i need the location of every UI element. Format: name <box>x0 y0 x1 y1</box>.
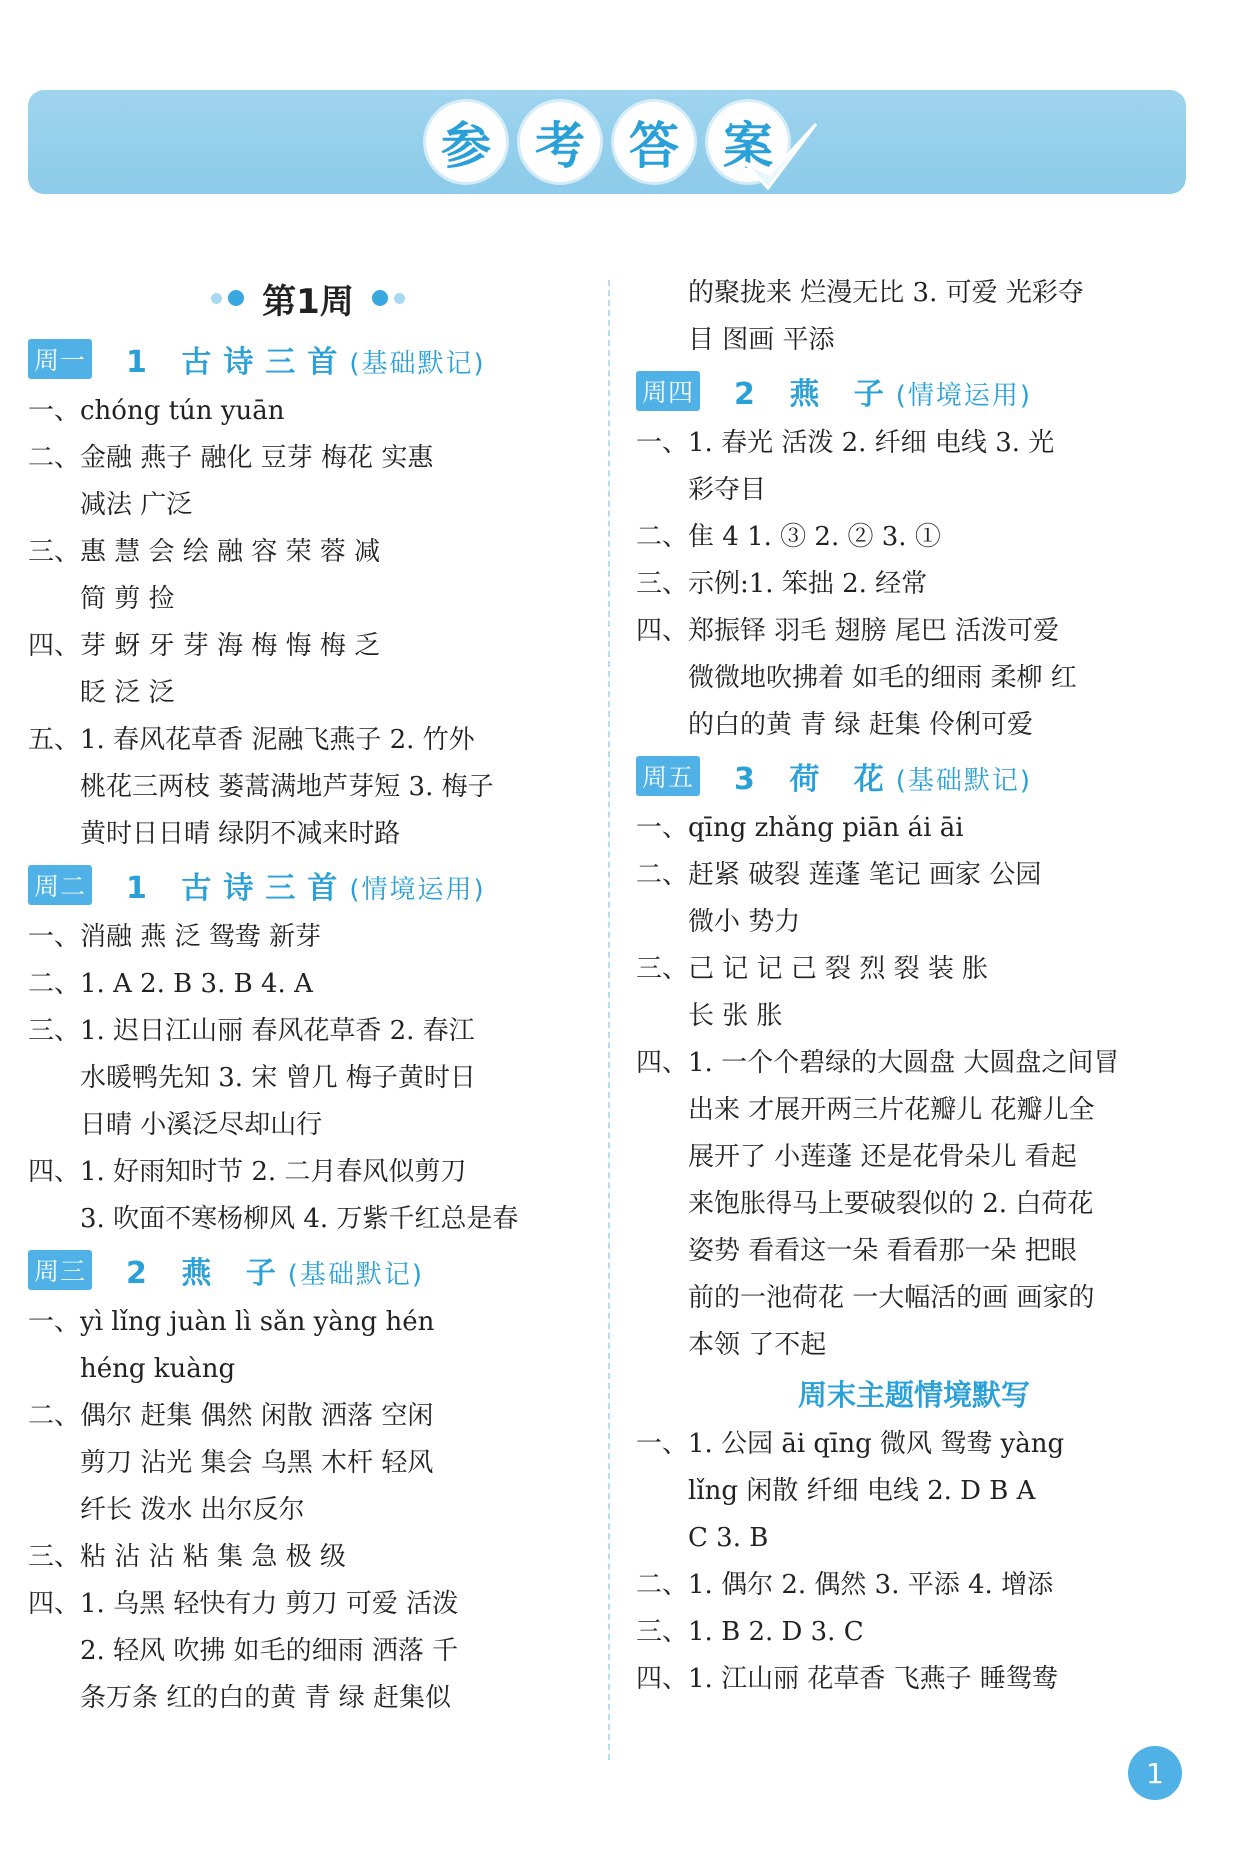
answer-line: 3. 吹面不寒杨柳风 4. 万紫千红总是春 <box>80 1204 519 1234</box>
decor-dots <box>211 290 244 306</box>
answer-line: 目 图画 平添 <box>688 325 835 355</box>
lesson-title: 1 古诗三首(情境运用) <box>126 871 486 906</box>
day-heading-thu <box>636 368 1192 414</box>
answer-line: 二、1. A 2. B 3. B 4. A <box>28 969 313 999</box>
answer-line: 四、1. 好雨知时节 2. 二月春风似剪刀 <box>28 1157 467 1187</box>
answer-line: 二、偶尔 赶集 偶然 闲散 洒落 空闲 <box>28 1401 434 1431</box>
day-heading-tue <box>28 862 588 908</box>
column-divider <box>608 280 610 1760</box>
day-tag: 周一 <box>28 339 92 379</box>
left-column <box>28 270 588 1722</box>
answers-weekend <box>636 1421 1192 1703</box>
answers-wed <box>28 1299 588 1722</box>
answers-wed-continued <box>636 270 1192 364</box>
banner-char: 案 <box>708 102 788 182</box>
answer-line: 二、金融 燕子 融化 豆芽 梅花 实惠 <box>28 443 434 473</box>
answer-line: 四、芽 蚜 牙 芽 海 梅 悔 梅 乏 <box>28 631 381 661</box>
answer-line: 一、1. 公园 āi qīng 微风 鸳鸯 yàng <box>636 1429 1065 1459</box>
weekend-title: 周末主题情境默写 <box>797 1378 1030 1412</box>
answer-line: 二、赶紧 破裂 莲蓬 笔记 画家 公园 <box>636 860 1042 890</box>
day-heading-fri <box>636 753 1192 799</box>
answer-line: 长 张 胀 <box>688 1001 783 1031</box>
checkmark-icon <box>740 118 820 196</box>
answer-line: 的白的黄 青 绿 赶集 伶俐可爱 <box>688 710 1034 740</box>
answer-line: lǐng 闲散 纤细 电线 2. D B A <box>688 1476 1036 1506</box>
answer-line: 减法 广泛 <box>80 490 193 520</box>
decor-dots <box>372 290 405 306</box>
answer-line: 2. 轻风 吹拂 如毛的细雨 洒落 千 <box>80 1636 459 1666</box>
answer-line: 展开了 小莲蓬 还是花骨朵儿 看起 <box>688 1142 1077 1172</box>
answer-line: 二、隹 4 1. ③ 2. ② 3. ① <box>636 522 941 552</box>
answer-line: héng kuàng <box>80 1354 236 1384</box>
day-heading-wed <box>28 1247 588 1293</box>
answer-line: 前的一池荷花 一大幅活的画 画家的 <box>688 1283 1095 1313</box>
banner-char: 答 <box>614 102 694 182</box>
answer-line: 彩夺目 <box>688 475 767 505</box>
answer-line: 本领 了不起 <box>688 1330 827 1360</box>
lesson-title: 2 燕 子(情境运用) <box>734 377 1033 412</box>
day-tag: 周五 <box>636 756 700 796</box>
banner-char: 考 <box>520 102 600 182</box>
day-tag: 周三 <box>28 1250 92 1290</box>
answer-line: 微小 势力 <box>688 907 801 937</box>
answer-line: 三、1. B 2. D 3. C <box>636 1617 864 1647</box>
answer-line: 四、1. 乌黑 轻快有力 剪刀 可爱 活泼 <box>28 1589 459 1619</box>
answer-line: 纤长 泼水 出尔反尔 <box>80 1495 305 1525</box>
answer-line: 三、己 记 记 己 裂 烈 裂 装 胀 <box>636 954 989 984</box>
answer-banner <box>28 90 1186 194</box>
answer-line: 的聚拢来 烂漫无比 3. 可爱 光彩夺 <box>688 278 1084 308</box>
banner-char: 参 <box>426 102 506 182</box>
answers-tue <box>28 914 588 1243</box>
lesson-title: 2 燕 子(基础默记) <box>126 1256 425 1291</box>
answer-line: 剪刀 沾光 集会 乌黑 木杆 轻风 <box>80 1448 434 1478</box>
answer-line: 水暖鸭先知 3. 宋 曾几 梅子黄时日 <box>80 1063 476 1093</box>
answer-line: 四、1. 一个个碧绿的大圆盘 大圆盘之间冒 <box>636 1048 1120 1078</box>
answer-line: 一、qīng zhǎng piān ái āi <box>636 813 964 843</box>
answer-line: 简 剪 捡 <box>80 584 175 614</box>
day-tag: 周四 <box>636 371 700 411</box>
lesson-title: 1 古诗三首(基础默记) <box>126 345 486 380</box>
answer-line: 条万条 红的白的黄 青 绿 赶集似 <box>80 1683 452 1713</box>
answer-line: 日晴 小溪泛尽却山行 <box>80 1110 323 1140</box>
answer-line: 微微地吹拂着 如毛的细雨 柔柳 红 <box>688 663 1077 693</box>
answer-line: 三、粘 沾 沾 粘 集 急 极 级 <box>28 1542 346 1572</box>
answer-line: 四、1. 江山丽 花草香 飞燕子 睡鸳鸯 <box>636 1664 1058 1694</box>
answers-fri <box>636 805 1192 1369</box>
answer-line: 三、惠 慧 会 绘 融 容 荣 蓉 减 <box>28 537 381 567</box>
answer-line: 眨 泛 泛 <box>80 678 175 708</box>
answers-thu <box>636 420 1192 749</box>
lesson-title: 3 荷 花(基础默记) <box>734 762 1033 797</box>
answers-mon <box>28 388 588 858</box>
answer-line: 黄时日日晴 绿阴不减来时路 <box>80 819 401 849</box>
answer-line: 三、示例:1. 笨拙 2. 经常 <box>636 569 928 599</box>
answer-line: 一、1. 春光 活泼 2. 纤细 电线 3. 光 <box>636 428 1055 458</box>
answer-line: 来饱胀得马上要破裂似的 2. 白荷花 <box>688 1189 1094 1219</box>
answer-line: C 3. B <box>688 1523 769 1553</box>
day-tag: 周二 <box>28 865 92 905</box>
answer-line: 二、1. 偶尔 2. 偶然 3. 平添 4. 增添 <box>636 1570 1054 1600</box>
answer-line: 四、郑振铎 羽毛 翅膀 尾巴 活泼可爱 <box>636 616 1060 646</box>
answer-line: 桃花三两枝 蒌蒿满地芦芽短 3. 梅子 <box>80 772 494 802</box>
answer-line: 一、chóng tún yuān <box>28 396 285 426</box>
answer-line: 一、消融 燕 泛 鸳鸯 新芽 <box>28 922 322 952</box>
answer-line: 一、yì lǐng juàn lì sǎn yàng hén <box>28 1307 435 1337</box>
right-column <box>636 270 1192 1703</box>
answer-line: 出来 才展开两三片花瓣儿 花瓣儿全 <box>688 1095 1095 1125</box>
answer-line: 五、1. 春风花草香 泥融飞燕子 2. 竹外 <box>28 725 475 755</box>
answer-line: 姿势 看看这一朵 看看那一朵 把眼 <box>688 1236 1077 1266</box>
answer-line: 三、1. 迟日江山丽 春风花草香 2. 春江 <box>28 1016 475 1046</box>
week-title <box>28 270 588 326</box>
day-heading-mon <box>28 336 588 382</box>
week-title-text: 第1周 <box>262 281 354 322</box>
page-number: 1 <box>1128 1746 1182 1800</box>
